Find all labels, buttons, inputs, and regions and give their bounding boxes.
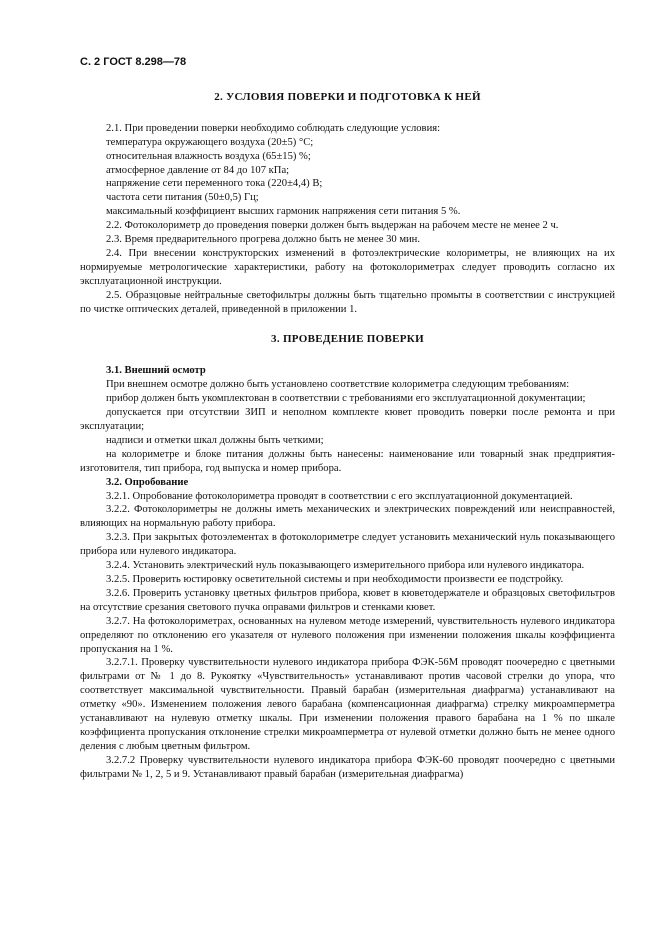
paragraph: 3.2.7.1. Проверку чувствительности нулевого индикатора прибора ФЭК-56М проводят поочередно с цветными фильтрами от № 1 до 8. Рукоятку «Чувствительность» устанавливают против часовой стрелки до упора, что соответствует максимальной чувствительности. Правый барабан (измерительная диафрагма) устанавливают на отметку «90». Изменением положения левого барабана (компенсационная диафрагма) стрелку микроамперметра устанавливают на нулевую отметку шкалы. При изменении положения правого барабана на 1 % по шкале коэффициента пропускания отклонение стрелки микроамперметра от нулевой отметки должно быть не менее одного деления с любым цветным фильтром. [80, 657, 615, 752]
page-header: С. 2 ГОСТ 8.298—78 [80, 56, 187, 68]
paragraph: 3.2.6. Проверить установку цветных фильтров прибора, кювет в кюветодержателе и образцовых светофильтров на отсутствие срезания светового пучка оправами фильтров и стенками кювет. [80, 587, 615, 613]
paragraph: надписи и отметки шкал должны быть четкими; [106, 434, 324, 446]
paragraph: относительная влажность воздуха (65±15) %; [106, 150, 311, 162]
paragraph: на колориметре и блоке питания должны быть нанесены: наименование или товарный знак предприятия-изготовителя, тип прибора, год выпуска и номер прибора. [80, 448, 615, 474]
paragraph: атмосферное давление от 84 до 107 кПа; [106, 164, 290, 176]
paragraph: 3.2.2. Фотоколориметры не должны иметь механических и электрических повреждений или неисправностей, влияющих на нормальную работу прибора. [80, 504, 615, 530]
paragraph: температура окружающего воздуха (20±5) °С; [106, 136, 314, 148]
paragraph: 3.2.1. Опробование фотоколориметра проводят в соответствии с его эксплуатационной документацией. [106, 490, 573, 502]
paragraph: максимальный коэффициент высших гармоник напряжения сети питания 5 %. [106, 206, 461, 218]
document-page [80, 56, 615, 782]
paragraph: 3.2.7. На фотоколориметрах, основанных на нулевом методе измерений, чувствительность нулевого индикатора определяют по отклонению его указателя от нулевого положения при изменении положения шкалы коэффициента пропускания на 1 %. [80, 615, 615, 655]
paragraph: частота сети питания (50±0,5) Гц; [106, 192, 259, 204]
paragraph: допускается при отсутствии ЗИП и неполном комплекте кювет проводить поверки после ремонта и при эксплуатации; [80, 407, 615, 433]
section-3-title: 3. ПРОВЕДЕНИЕ ПОВЕРКИ [271, 332, 424, 345]
section-2-body [80, 122, 615, 317]
paragraph: 3.2.3. При закрытых фотоэлементах в фотоколориметре следует установить механический нуль показывающего прибора или нулевого индикатора. [80, 532, 615, 558]
paragraph: прибор должен быть укомплектован в соответствии с требованиями его эксплуатационной документации; [106, 393, 586, 405]
paragraph: 3.2.7.2 Проверку чувствительности нулевого индикатора прибора ФЭК-60 проводят поочередно с цветными фильтрами № 1, 2, 5 и 9. Устанавливают правый барабан (измерительная диафрагма) [80, 754, 615, 780]
subsection-heading: 3.1. Внешний осмотр [106, 365, 206, 377]
section-2-title: 2. УСЛОВИЯ ПОВЕРКИ И ПОДГОТОВКА К НЕЙ [214, 90, 481, 103]
section-3-body [80, 364, 615, 781]
paragraph: 2.2. Фотоколориметр до проведения поверки должен быть выдержан на рабочем месте не менее 2 ч. [106, 220, 559, 232]
paragraph: 2.4. При внесении конструкторских изменений в фотоэлектрические колориметры, не влияющих на их нормируемые метрологические характеристики, работу на фотоколориметрах следует проводить согласно их эксплуатационной инструкции. [80, 247, 615, 287]
paragraph: 3.2.4. Установить электрический нуль показывающего измерительного прибора или нулевого индикатора. [106, 560, 585, 572]
paragraph: При внешнем осмотре должно быть установлено соответствие колориметра следующим требованиям: [106, 379, 570, 391]
paragraph: напряжение сети переменного тока (220±4,4) В; [106, 178, 323, 190]
paragraph: 3.2.5. Проверить юстировку осветительной системы и при необходимости произвести ее подстройку. [106, 574, 564, 585]
paragraph: 2.3. Время предварительного прогрева должно быть не менее 30 мин. [106, 234, 421, 246]
subsection-heading: 3.2. Опробование [106, 476, 189, 488]
paragraph: 2.1. При проведении поверки необходимо соблюдать следующие условия: [106, 122, 441, 134]
paragraph: 2.5. Образцовые нейтральные светофильтры должны быть тщательно промыты в соответствии с инструкцией по чистке оптических деталей, приведенной в приложении 1. [80, 289, 615, 315]
